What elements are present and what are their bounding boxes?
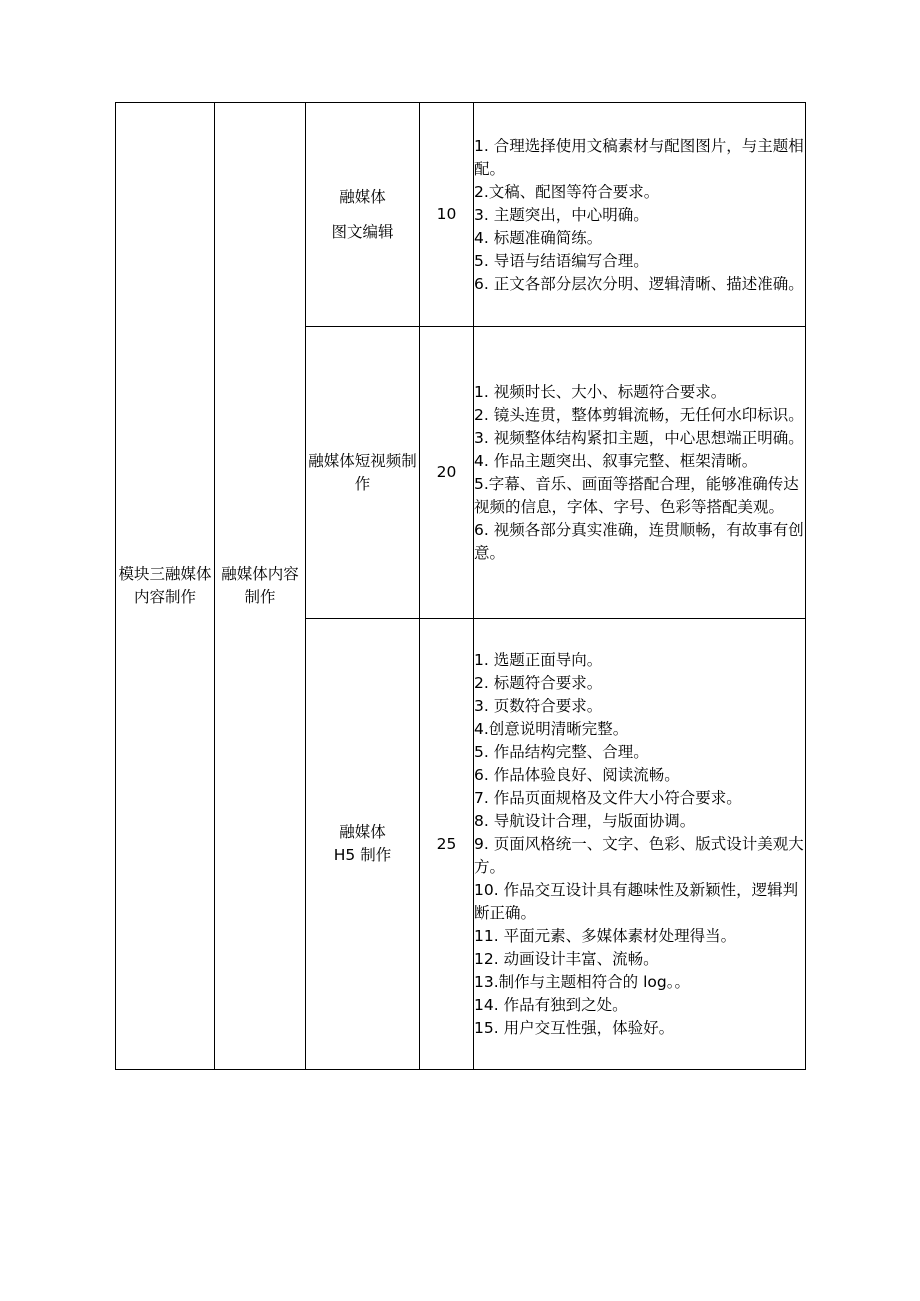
score-cell: 25	[420, 619, 474, 1070]
criteria-line: 6. 作品体验良好、阅读流畅。	[474, 765, 680, 784]
criteria-line: 4.创意说明清晰完整。	[474, 719, 629, 738]
item-line: 融媒体	[339, 187, 386, 206]
item-line: 融媒体	[339, 823, 386, 841]
item-cell	[306, 327, 420, 619]
criteria-line: 8. 导航设计合理，与版面协调。	[474, 811, 696, 830]
criteria-line: 5. 导语与结语编写合理。	[474, 252, 649, 270]
module-cell: 模块三融媒体内容制作	[116, 103, 215, 1070]
criteria-line: 15. 用户交互性强，体验好。	[474, 1018, 675, 1037]
criteria-line: 7. 作品页面规格及文件大小符合要求。	[474, 788, 742, 807]
category-cell: 融媒体内容制作	[215, 103, 306, 1070]
criteria-line: 2.文稿、配图等符合要求。	[474, 183, 660, 201]
criteria-line: 4. 标题准确简练。	[474, 229, 603, 247]
criteria-line: 10. 作品交互设计具有趣味性及新颖性，逻辑判断正确。	[474, 880, 799, 922]
table-row	[116, 103, 806, 327]
criteria-line: 3. 页数符合要求。	[474, 696, 603, 715]
criteria-line: 14. 作品有独到之处。	[474, 995, 628, 1014]
item-cell	[306, 619, 420, 1070]
criteria-cell	[474, 619, 806, 1070]
criteria-line: 5. 作品结构完整、合理。	[474, 742, 649, 761]
criteria-line: 1. 合理选择使用文稿素材与配图图片，与主题相配。	[474, 137, 804, 178]
criteria-cell	[474, 103, 806, 327]
criteria-line: 2. 标题符合要求。	[474, 673, 603, 692]
item-line: 图文编辑	[331, 222, 394, 241]
criteria-line: 1. 视频时长、大小、标题符合要求。	[474, 382, 727, 401]
item-line: H5 制作	[333, 846, 392, 864]
item-cell	[306, 103, 420, 327]
criteria-line: 12. 动画设计丰富、流畅。	[474, 949, 659, 968]
criteria-line: 5.字幕、音乐、画面等搭配合理，能够准确传达视频的信息，字体、字号、色彩等搭配美观。	[474, 474, 799, 516]
criteria-line: 6. 视频各部分真实准确，连贯顺畅，有故事有创意。	[474, 520, 804, 562]
criteria-line: 13.制作与主题相符合的 log。。	[474, 972, 690, 991]
criteria-line: 11. 平面元素、多媒体素材处理得当。	[474, 926, 737, 945]
criteria-cell	[474, 327, 806, 619]
criteria-line: 2. 镜头连贯，整体剪辑流畅，无任何水印标识。	[474, 405, 804, 424]
criteria-line: 3. 主题突出，中心明确。	[474, 206, 649, 224]
criteria-line: 4. 作品主题突出、叙事完整、框架清晰。	[474, 451, 758, 470]
criteria-line: 1. 选题正面导向。	[474, 650, 603, 669]
criteria-line: 3. 视频整体结构紧扣主题，中心思想端正明确。	[474, 428, 804, 447]
score-cell: 10	[420, 103, 474, 327]
score-cell: 20	[420, 327, 474, 619]
scoring-table	[115, 102, 806, 1070]
item-line: 融媒体短视频制作	[308, 451, 417, 493]
criteria-line: 9. 页面风格统一、文字、色彩、版式设计美观大方。	[474, 834, 804, 876]
criteria-line: 6. 正文各部分层次分明、逻辑清晰、描述准确。	[474, 275, 804, 293]
